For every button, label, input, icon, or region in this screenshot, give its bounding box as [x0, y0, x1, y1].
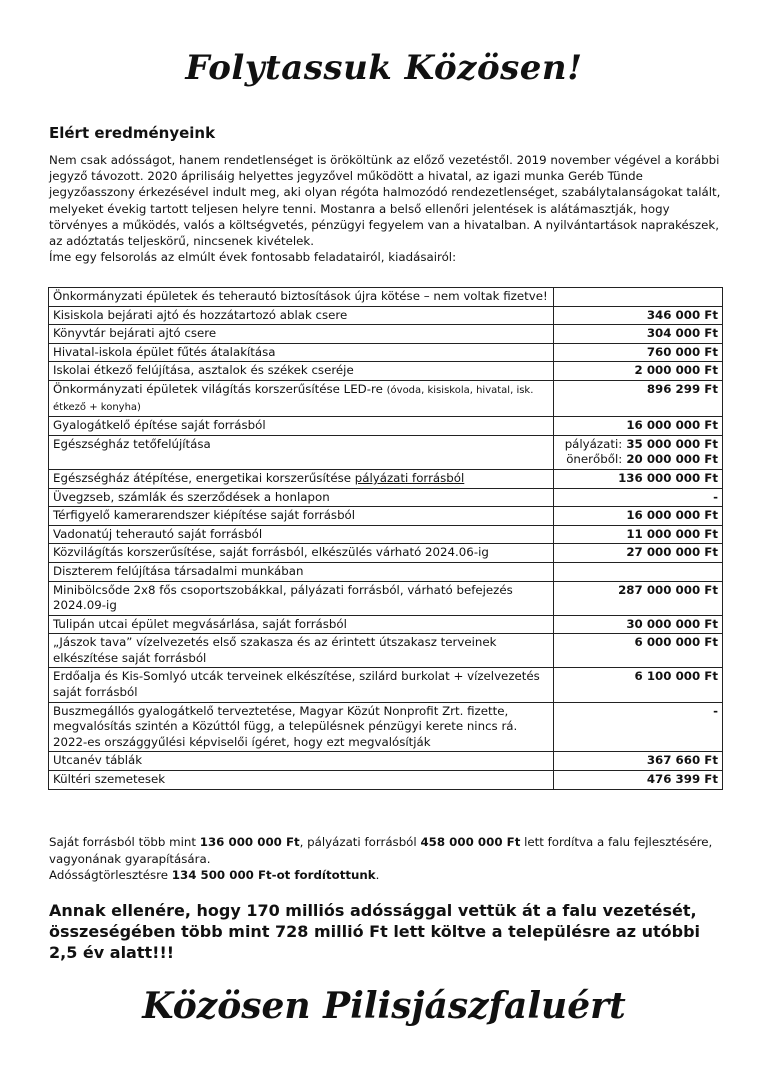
- row-amount: 367 660 Ft: [554, 752, 723, 771]
- summary-text-part: lett fordítva a falu fejlesztésére, vagyonának gyarapítására.: [49, 835, 713, 866]
- page-title: Folytassuk Közösen!: [185, 48, 583, 88]
- row-item: Önkormányzati épületek és teherautó biztosítások újra kötése – nem voltak fizetve!: [49, 288, 554, 307]
- row-item: Tulipán utcai épület megvásárlása, saját forrásból: [49, 615, 554, 634]
- summary-text-part: .: [375, 868, 380, 882]
- amount-line-grant: [558, 437, 718, 453]
- row-item: Kültéri szemetesek: [49, 771, 554, 790]
- table-row: [49, 469, 723, 488]
- row-item-text: Önkormányzati épületek világítás korszerűsítése LED-re: [53, 381, 383, 396]
- row-item: Vadonatúj teherautó saját forrásból: [49, 525, 554, 544]
- row-item-text: Egészségház átépítése, energetikai korszerűsítése: [53, 470, 352, 485]
- summary-text-part: , pályázati forrásból: [299, 835, 421, 849]
- row-item: Utcanév táblák: [49, 752, 554, 771]
- row-amount: 760 000 Ft: [554, 343, 723, 362]
- row-amount: 136 000 000 Ft: [554, 469, 723, 488]
- summary-debt: [49, 867, 724, 884]
- summary-text: [49, 834, 724, 884]
- table-row: [49, 417, 723, 436]
- table-row: [49, 362, 723, 381]
- intro-text: [49, 152, 724, 265]
- row-amount: 304 000 Ft: [554, 325, 723, 344]
- row-amount: 30 000 000 Ft: [554, 615, 723, 634]
- row-item: Iskolai étkező felújítása, asztalok és székek cseréje: [49, 362, 554, 381]
- table-row: [49, 488, 723, 507]
- row-amount: 476 399 Ft: [554, 771, 723, 790]
- table-row: [49, 380, 723, 416]
- table-row: [49, 668, 723, 702]
- row-item-note: (óvoda, kisiskola, hivatal, isk. étkező + konyha): [53, 384, 534, 413]
- amount-label-own: önerőből:: [566, 452, 623, 467]
- table-row: [49, 634, 723, 668]
- summary-text-part: Adósságtörlesztésre: [49, 868, 172, 882]
- row-amount: 27 000 000 Ft: [554, 544, 723, 563]
- grant-funds-total: 458 000 000 Ft: [420, 835, 521, 849]
- row-item: Buszmegállós gyalogátkelő terveztetése, Magyar Közút Nonprofit Zrt. fizette, megvalósítás szintén a Közúttól függ, a településnek pénzügyi kerete nincs rá. 2022-es országgyűlési képviselői ígéret, hogy ezt megvalósítják: [49, 702, 554, 752]
- row-amount: 6 100 000 Ft: [554, 668, 723, 702]
- table-row: [49, 507, 723, 526]
- results-table: [48, 287, 723, 790]
- closing-statement: Annak ellenére, hogy 170 milliós adóssággal vettük át a falu vezetését, összeségében több mint 728 millió Ft lett költve a településre az utóbbi 2,5 év alatt!!!: [49, 901, 701, 962]
- row-amount: 11 000 000 Ft: [554, 525, 723, 544]
- row-item: Minibölcsőde 2x8 fős csoportszobákkal, pályázati forrásból, várható befejezés 2024.09-ig: [49, 581, 554, 615]
- table-row: [49, 771, 723, 790]
- amount-value-grant: 35 000 000 Ft: [626, 436, 718, 451]
- intro-paragraph: Nem csak adósságot, hanem rendetlenséget is örököltünk az előző vezetéstől. 2019 november végével a korábbi jegyző távozott. 2020 áprilisáig helyettes jegyzővel működött a hivatal, az igazi munka Geréb Tünde jegyzőasszony érkezésével indult meg, aki olyan régóta halmozódó rendezetlenséget, szabálytalanságokat talált, melyeket évekig tartott teljesen helyre tenni. Mostanra a belső ellenőri jelentések is alátámasztják, hogy törvényes a működés, valós a költségvetés, pénzügyi fegyelem van a hivatalban. A nyilvántartások naprakészek, az adóztatás teljeskörű, nincsenek kivételek.: [49, 153, 721, 249]
- row-amount: 16 000 000 Ft: [554, 507, 723, 526]
- row-amount: -: [554, 488, 723, 507]
- row-item-underlined: pályázati forrásból: [354, 470, 465, 485]
- row-item: Erdőalja és Kis-Somlyó utcák terveinek elkészítése, szilárd burkolat + vízelvezetés saját forrásból: [49, 668, 554, 702]
- amount-label-grant: pályázati:: [564, 436, 623, 451]
- row-item: [49, 469, 554, 488]
- row-item: [49, 380, 554, 416]
- footer-signature: Közösen Pilisjászfaluért: [142, 985, 626, 1027]
- amount-line-own: [558, 452, 718, 468]
- row-amount: -: [554, 702, 723, 752]
- table-row: [49, 306, 723, 325]
- debt-repayment-total: 134 500 000 Ft-ot fordítottunk: [171, 868, 376, 882]
- row-item: „Jászok tava” vízelvezetés első szakasza és az érintett útszakasz terveinek elkészítése saját forrásból: [49, 634, 554, 668]
- table-row: [49, 525, 723, 544]
- row-amount: 346 000 Ft: [554, 306, 723, 325]
- table-row: [49, 581, 723, 615]
- table-row: [49, 615, 723, 634]
- table-row: [49, 325, 723, 344]
- row-item: Térfigyelő kamerarendszer kiépítése saját forrásból: [49, 507, 554, 526]
- row-amount: 896 299 Ft: [554, 380, 723, 416]
- row-amount: 2 000 000 Ft: [554, 362, 723, 381]
- row-amount: 287 000 000 Ft: [554, 581, 723, 615]
- row-item: Gyalogátkelő építése saját forrásból: [49, 417, 554, 436]
- amount-value-own: 20 000 000 Ft: [626, 452, 718, 467]
- row-item: Könyvtár bejárati ajtó csere: [49, 325, 554, 344]
- row-amount: [554, 288, 723, 307]
- row-amount: [554, 562, 723, 581]
- table-row: [49, 343, 723, 362]
- row-item: Közvilágítás korszerűsítése, saját forrásból, elkészülés várható 2024.06-ig: [49, 544, 554, 563]
- summary-text-part: Saját forrásból több mint: [49, 835, 200, 849]
- summary-sources: [49, 834, 724, 867]
- table-row: [49, 288, 723, 307]
- table-row: [49, 562, 723, 581]
- table-row: [49, 702, 723, 752]
- table-row: [49, 544, 723, 563]
- own-funds-total: 136 000 000 Ft: [199, 835, 300, 849]
- row-item: Kisiskola bejárati ajtó és hozzátartozó ablak csere: [49, 306, 554, 325]
- intro-list-lead: Íme egy felsorolás az elmúlt évek fontosabb feladatairól, kiadásairól:: [49, 250, 457, 265]
- row-amount: 6 000 000 Ft: [554, 634, 723, 668]
- row-amount-split: [554, 435, 723, 469]
- row-amount: 16 000 000 Ft: [554, 417, 723, 436]
- table-row: [49, 752, 723, 771]
- table-row: [49, 435, 723, 469]
- row-item: Diszterem felújítása társadalmi munkában: [49, 562, 554, 581]
- row-item: Egészségház tetőfelújítása: [49, 435, 554, 469]
- section-heading: Elért eredményeink: [49, 124, 216, 142]
- row-item: Hivatal-iskola épület fűtés átalakítása: [49, 343, 554, 362]
- row-item: Üvegzseb, számlák és szerződések a honlapon: [49, 488, 554, 507]
